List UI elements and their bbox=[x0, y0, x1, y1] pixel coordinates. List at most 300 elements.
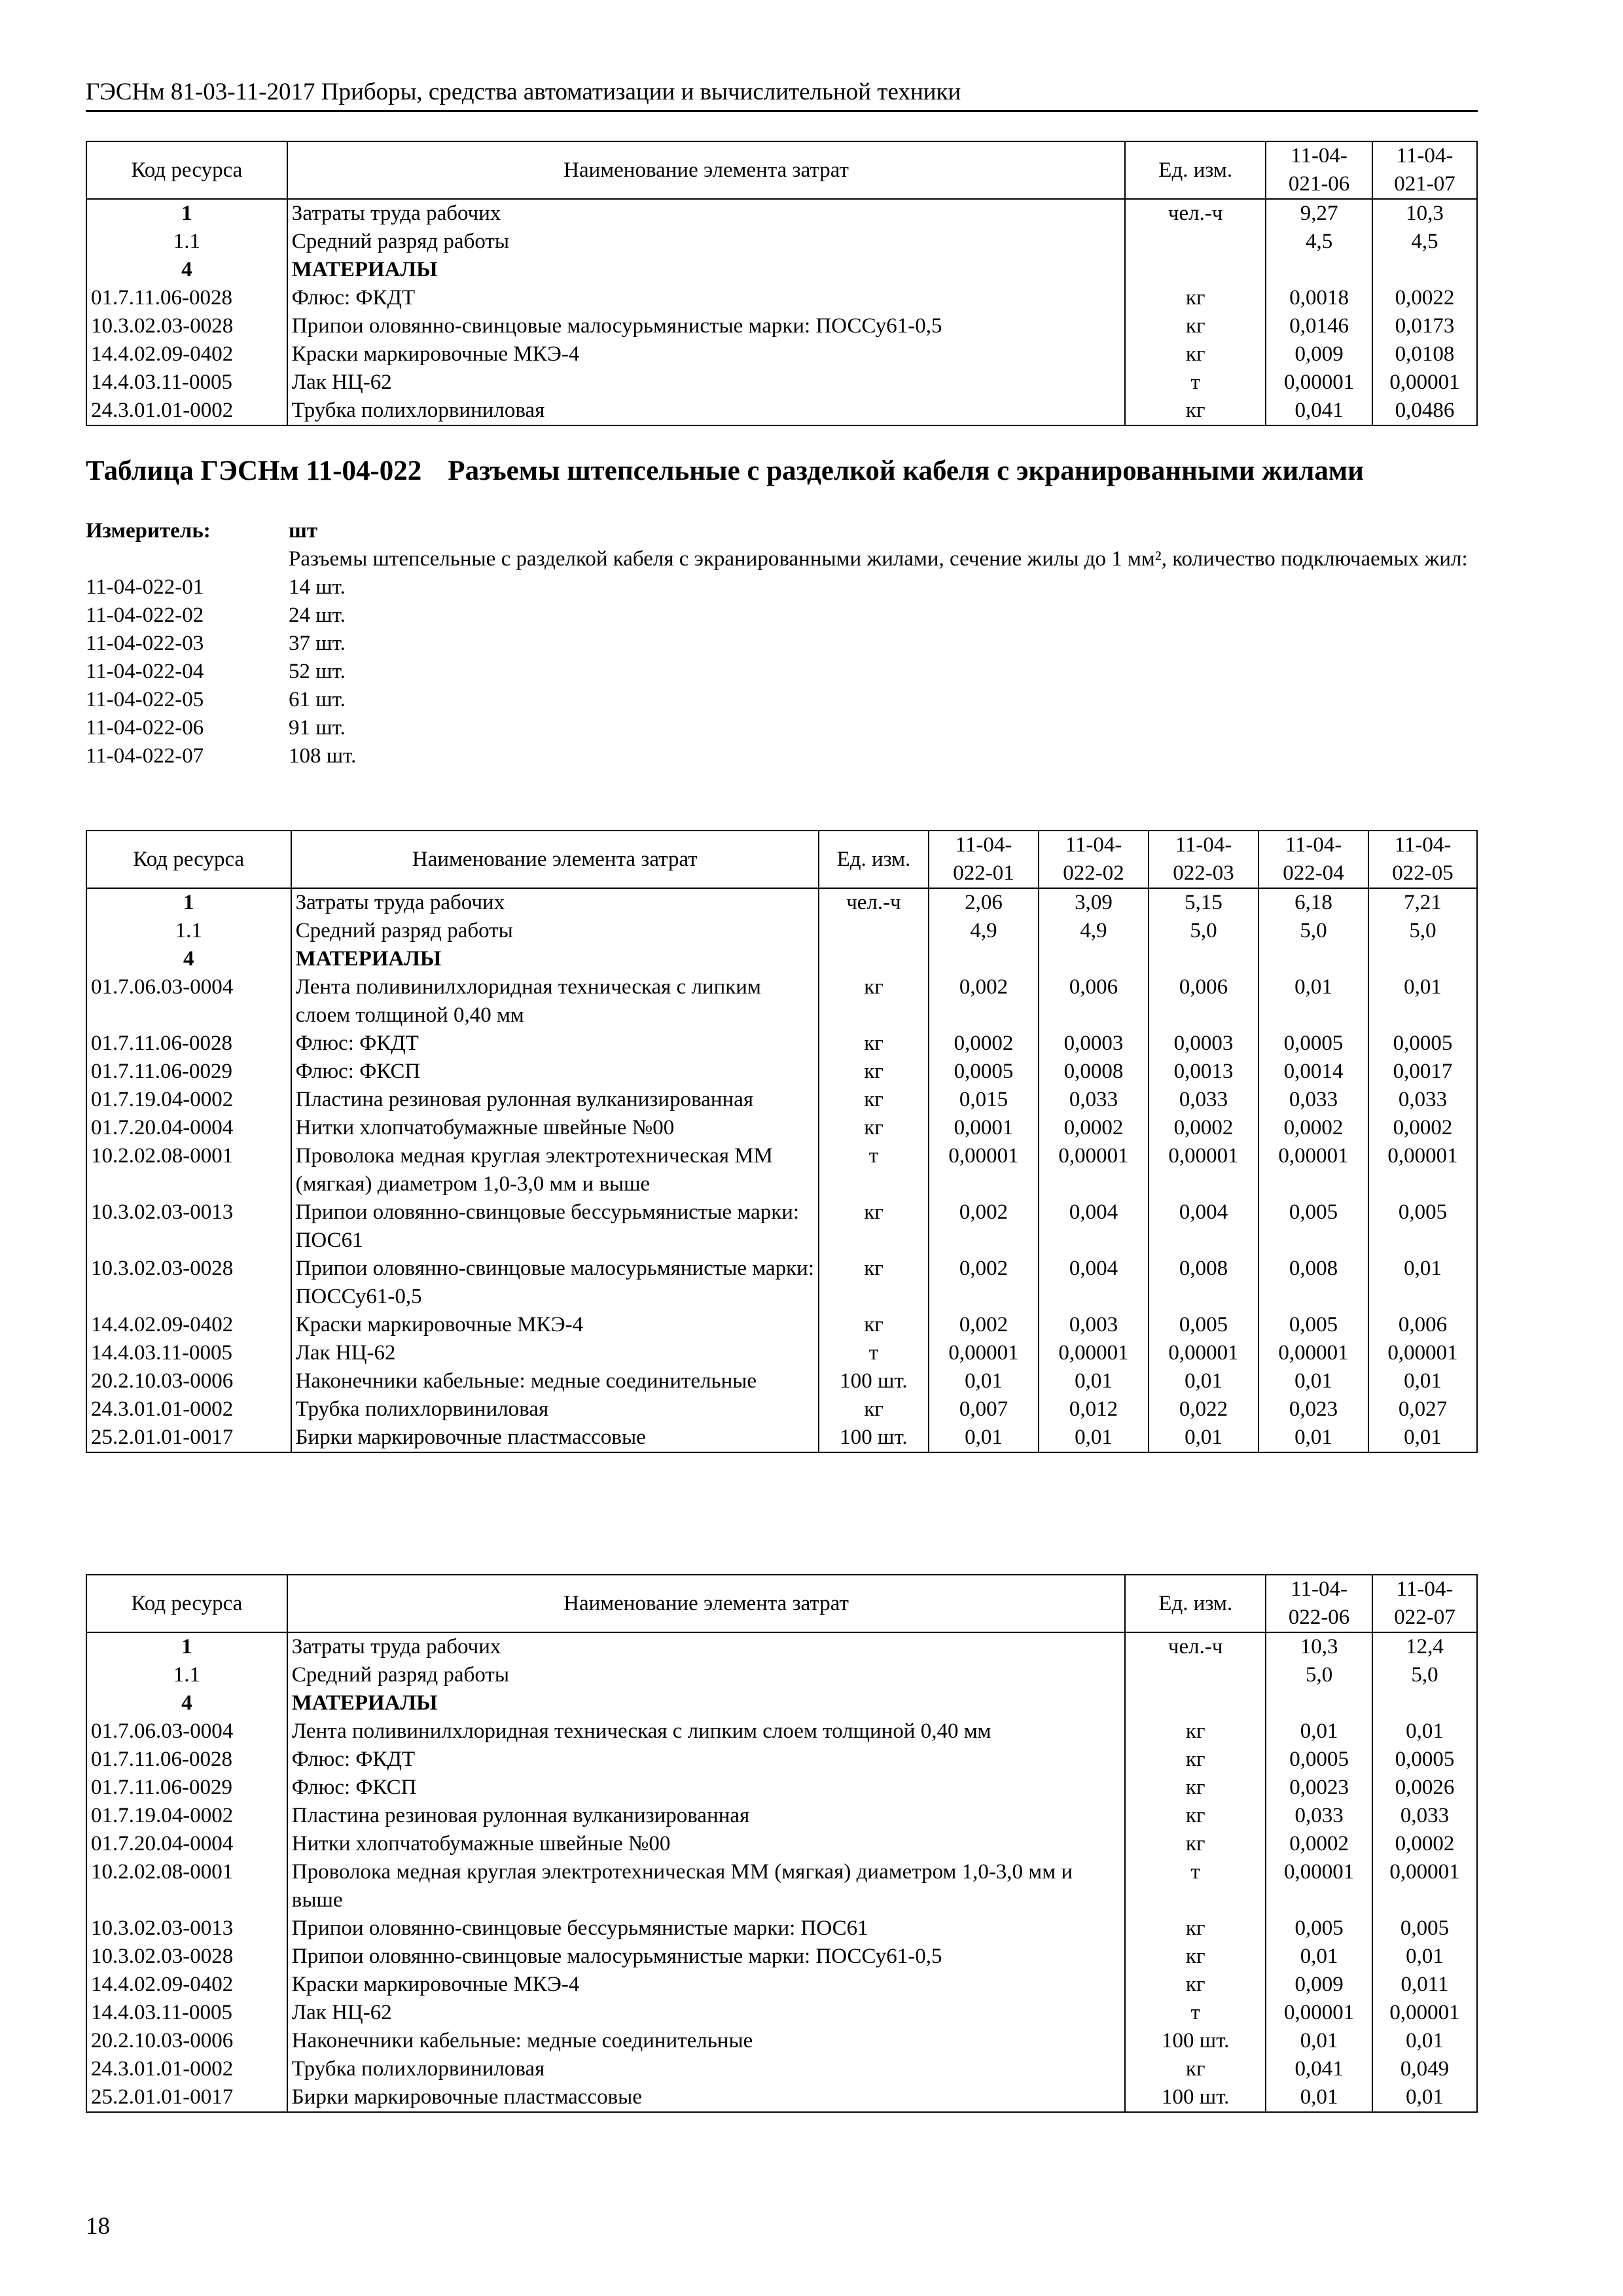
resource-code-cell: 1 bbox=[86, 1632, 287, 1661]
resource-code-cell: 14.4.02.09-0402 bbox=[86, 1311, 291, 1339]
table-header-cell: Ед. изм. bbox=[1125, 141, 1266, 199]
measure-item bbox=[86, 742, 1480, 770]
value-cell: 0,005 bbox=[1372, 1914, 1477, 1943]
table-row bbox=[86, 228, 1477, 256]
unit-cell bbox=[819, 945, 929, 973]
unit-cell: кг bbox=[1125, 1802, 1266, 1830]
resource-name-cell: Нитки хлопчатобумажные швейные №00 bbox=[287, 1830, 1126, 1858]
unit-cell: чел.-ч bbox=[1125, 199, 1266, 228]
resource-name-cell: Припои оловянно-свинцовые малосурьмянистые марки: ПОССу61-0,5 bbox=[291, 1255, 819, 1311]
value-cell: 0,00001 bbox=[1258, 1339, 1368, 1367]
table-header-cell: Код ресурса bbox=[86, 141, 287, 199]
unit-cell: кг bbox=[1125, 1774, 1266, 1802]
value-cell: 0,009 bbox=[1266, 340, 1372, 368]
resource-name-cell: Флюс: ФКДТ bbox=[287, 284, 1126, 312]
resource-code-cell: 25.2.01.01-0017 bbox=[86, 1424, 291, 1452]
value-cell: 0,011 bbox=[1372, 1971, 1477, 1999]
resource-name-cell: Проволока медная круглая электротехническая ММ (мягкая) диаметром 1,0-3,0 мм и выше bbox=[291, 1142, 819, 1198]
value-cell: 0,01 bbox=[1258, 973, 1368, 1030]
value-cell: 0,0001 bbox=[929, 1114, 1039, 1142]
value-cell: 0,022 bbox=[1149, 1395, 1258, 1424]
value-cell: 4,9 bbox=[1039, 917, 1149, 945]
resource-name-cell: Затраты труда рабочих bbox=[287, 199, 1126, 228]
table-row bbox=[86, 1632, 1477, 1661]
table-row bbox=[86, 1943, 1477, 1971]
unit-cell: чел.-ч bbox=[1125, 1632, 1266, 1661]
resource-code-cell: 4 bbox=[86, 1689, 287, 1717]
resource-name-cell: Средний разряд работы bbox=[291, 917, 819, 945]
value-cell: 12,4 bbox=[1372, 1632, 1477, 1661]
unit-cell: кг bbox=[819, 1030, 929, 1058]
resource-code-cell: 4 bbox=[86, 945, 291, 973]
value-cell: 0,005 bbox=[1258, 1311, 1368, 1339]
resource-name-cell: Наконечники кабельные: медные соединительные bbox=[287, 2027, 1126, 2055]
resource-code-cell: 01.7.06.03-0004 bbox=[86, 973, 291, 1030]
measure-label: Измеритель: bbox=[86, 519, 211, 543]
resource-code-cell: 10.2.02.08-0001 bbox=[86, 1858, 287, 1914]
table-header-row bbox=[86, 831, 1477, 888]
table-header-cell: 11-04- 022-05 bbox=[1368, 831, 1477, 888]
resource-code-cell: 24.3.01.01-0002 bbox=[86, 397, 287, 425]
table-title bbox=[86, 455, 1364, 487]
resource-code-cell: 01.7.11.06-0028 bbox=[86, 284, 287, 312]
table-title-name: Разъемы штепсельные с разделкой кабеля с экранированными жилами bbox=[448, 456, 1364, 486]
value-cell: 0,008 bbox=[1149, 1255, 1258, 1311]
resource-code-cell: 01.7.11.06-0028 bbox=[86, 1746, 287, 1774]
unit-cell: кг bbox=[1125, 1914, 1266, 1943]
resource-code-cell: 1 bbox=[86, 199, 287, 228]
page-header: ГЭСНм 81-03-11-2017 Приборы, средства автоматизации и вычислительной техники bbox=[86, 77, 1478, 112]
value-cell: 0,005 bbox=[1149, 1311, 1258, 1339]
unit-cell: кг bbox=[819, 973, 929, 1030]
measure-item bbox=[86, 630, 1480, 658]
resource-name-cell: Припои оловянно-свинцовые малосурьмянистые марки: ПОССу61-0,5 bbox=[287, 1943, 1126, 1971]
table-header-cell: 11-04- 022-07 bbox=[1372, 1575, 1477, 1632]
table-row bbox=[86, 1030, 1477, 1058]
resource-code-cell: 01.7.06.03-0004 bbox=[86, 1717, 287, 1746]
value-cell bbox=[1266, 1689, 1372, 1717]
value-cell: 0,002 bbox=[929, 973, 1039, 1030]
value-cell: 0,015 bbox=[929, 1086, 1039, 1114]
value-cell: 0,004 bbox=[1039, 1198, 1149, 1255]
unit-cell: 100 шт. bbox=[1125, 2083, 1266, 2112]
resource-code-cell: 01.7.20.04-0004 bbox=[86, 1114, 291, 1142]
value-cell: 0,023 bbox=[1258, 1395, 1368, 1424]
value-cell: 0,033 bbox=[1149, 1086, 1258, 1114]
resource-code-cell: 14.4.02.09-0402 bbox=[86, 340, 287, 368]
measure-unit: шт bbox=[289, 519, 318, 543]
measure-item-code: 11-04-022-03 bbox=[86, 632, 204, 655]
resource-name-cell: Флюс: ФКСП bbox=[291, 1058, 819, 1086]
table-row bbox=[86, 2083, 1477, 2112]
value-cell: 0,0002 bbox=[929, 1030, 1039, 1058]
table-header-cell: Код ресурса bbox=[86, 1575, 287, 1632]
value-cell: 0,007 bbox=[929, 1395, 1039, 1424]
value-cell: 0,0146 bbox=[1266, 312, 1372, 340]
value-cell bbox=[1039, 945, 1149, 973]
resource-code-cell: 01.7.20.04-0004 bbox=[86, 1830, 287, 1858]
resource-code-cell: 01.7.19.04-0002 bbox=[86, 1086, 291, 1114]
value-cell: 0,00001 bbox=[1266, 1999, 1372, 2027]
table-row bbox=[86, 888, 1477, 917]
value-cell: 0,006 bbox=[1039, 973, 1149, 1030]
table-header-cell: 11-04- 022-01 bbox=[929, 831, 1039, 888]
unit-cell: кг bbox=[819, 1311, 929, 1339]
table-row bbox=[86, 368, 1477, 397]
value-cell: 0,00001 bbox=[1149, 1142, 1258, 1198]
table-row bbox=[86, 1971, 1477, 1999]
table-row bbox=[86, 256, 1477, 284]
table-header-cell: Наименование элемента затрат bbox=[287, 141, 1126, 199]
table-row bbox=[86, 1367, 1477, 1395]
table-header-cell: Код ресурса bbox=[86, 831, 291, 888]
table-row bbox=[86, 1339, 1477, 1367]
value-cell: 0,00001 bbox=[1372, 368, 1477, 397]
value-cell: 0,0005 bbox=[929, 1058, 1039, 1086]
measure-block bbox=[86, 517, 1480, 770]
measure-item-code: 11-04-022-06 bbox=[86, 716, 204, 740]
resource-name-cell: Пластина резиновая рулонная вулканизированная bbox=[287, 1802, 1126, 1830]
value-cell: 5,0 bbox=[1372, 1661, 1477, 1689]
table-row bbox=[86, 1255, 1477, 1311]
unit-cell: т bbox=[1125, 1858, 1266, 1914]
value-cell: 0,01 bbox=[929, 1367, 1039, 1395]
resource-name-cell: Краски маркировочные МКЭ-4 bbox=[291, 1311, 819, 1339]
unit-cell: кг bbox=[819, 1395, 929, 1424]
value-cell: 0,00001 bbox=[1266, 368, 1372, 397]
value-cell: 0,0008 bbox=[1039, 1058, 1149, 1086]
table-title-code: Таблица ГЭСНм 11-04-022 bbox=[86, 456, 422, 486]
value-cell: 0,01 bbox=[1368, 1255, 1477, 1311]
unit-cell: кг bbox=[819, 1198, 929, 1255]
value-cell: 0,0173 bbox=[1372, 312, 1477, 340]
value-cell: 0,0023 bbox=[1266, 1774, 1372, 1802]
value-cell: 0,004 bbox=[1149, 1198, 1258, 1255]
resource-name-cell: Нитки хлопчатобумажные швейные №00 bbox=[291, 1114, 819, 1142]
unit-cell: кг bbox=[819, 1086, 929, 1114]
table-row bbox=[86, 1858, 1477, 1914]
measure-item-value: 24 шт. bbox=[289, 603, 346, 627]
value-cell: 0,0013 bbox=[1149, 1058, 1258, 1086]
table-row bbox=[86, 1774, 1477, 1802]
measure-item-code: 11-04-022-01 bbox=[86, 575, 204, 599]
value-cell: 0,01 bbox=[1266, 2083, 1372, 2112]
value-cell: 0,041 bbox=[1266, 397, 1372, 425]
value-cell bbox=[1368, 945, 1477, 973]
value-cell: 4,5 bbox=[1266, 228, 1372, 256]
value-cell: 2,06 bbox=[929, 888, 1039, 917]
value-cell: 0,01 bbox=[1372, 2027, 1477, 2055]
table-row bbox=[86, 1746, 1477, 1774]
value-cell: 0,00001 bbox=[1039, 1339, 1149, 1367]
table-row bbox=[86, 1830, 1477, 1858]
resource-code-cell: 4 bbox=[86, 256, 287, 284]
resource-code-cell: 14.4.03.11-0005 bbox=[86, 368, 287, 397]
value-cell: 9,27 bbox=[1266, 199, 1372, 228]
unit-cell: кг bbox=[1125, 284, 1266, 312]
unit-cell: т bbox=[819, 1142, 929, 1198]
unit-cell: кг bbox=[1125, 1746, 1266, 1774]
resource-name-cell: Лента поливинилхлоридная техническая с липким слоем толщиной 0,40 мм bbox=[287, 1717, 1126, 1746]
resource-code-cell: 01.7.11.06-0029 bbox=[86, 1774, 287, 1802]
table-header-cell: Ед. изм. bbox=[819, 831, 929, 888]
value-cell: 0,004 bbox=[1039, 1255, 1149, 1311]
value-cell: 0,0014 bbox=[1258, 1058, 1368, 1086]
unit-cell: кг bbox=[1125, 1971, 1266, 1999]
value-cell: 5,15 bbox=[1149, 888, 1258, 917]
resource-name-cell: Краски маркировочные МКЭ-4 bbox=[287, 1971, 1126, 1999]
value-cell: 5,0 bbox=[1258, 917, 1368, 945]
resource-name-cell: Флюс: ФКДТ bbox=[287, 1746, 1126, 1774]
measure-item-value: 14 шт. bbox=[289, 575, 346, 599]
measure-item-code: 11-04-022-04 bbox=[86, 660, 204, 683]
value-cell bbox=[1372, 256, 1477, 284]
unit-cell: кг bbox=[819, 1255, 929, 1311]
value-cell: 0,00001 bbox=[1368, 1142, 1477, 1198]
value-cell: 0,01 bbox=[1258, 1424, 1368, 1452]
value-cell: 0,009 bbox=[1266, 1971, 1372, 1999]
table-row bbox=[86, 2027, 1477, 2055]
resource-name-cell: Лак НЦ-62 bbox=[291, 1339, 819, 1367]
table-row bbox=[86, 312, 1477, 340]
value-cell: 5,0 bbox=[1266, 1661, 1372, 1689]
resource-code-cell: 1.1 bbox=[86, 917, 291, 945]
resource-code-cell: 10.2.02.08-0001 bbox=[86, 1142, 291, 1198]
resource-code-cell: 1 bbox=[86, 888, 291, 917]
value-cell: 0,0022 bbox=[1372, 284, 1477, 312]
measure-item-value: 91 шт. bbox=[289, 716, 346, 740]
resource-name-cell: МАТЕРИАЛЫ bbox=[291, 945, 819, 973]
resource-code-cell: 20.2.10.03-0006 bbox=[86, 2027, 287, 2055]
table-header-cell: Ед. изм. bbox=[1125, 1575, 1266, 1632]
resource-table-022-a bbox=[86, 830, 1478, 1453]
resource-name-cell: Трубка полихлорвиниловая bbox=[291, 1395, 819, 1424]
value-cell: 0,01 bbox=[1149, 1367, 1258, 1395]
unit-cell: кг bbox=[819, 1058, 929, 1086]
value-cell: 0,008 bbox=[1258, 1255, 1368, 1311]
value-cell: 0,049 bbox=[1372, 2055, 1477, 2083]
resource-name-cell: Средний разряд работы bbox=[287, 1661, 1126, 1689]
table-row bbox=[86, 1424, 1477, 1452]
unit-cell bbox=[1125, 256, 1266, 284]
measure-item-value: 108 шт. bbox=[289, 744, 357, 768]
table-row bbox=[86, 1311, 1477, 1339]
value-cell: 0,01 bbox=[1266, 1943, 1372, 1971]
value-cell: 0,005 bbox=[1266, 1914, 1372, 1943]
resource-name-cell: Наконечники кабельные: медные соединительные bbox=[291, 1367, 819, 1395]
resource-name-cell: Припои оловянно-свинцовые бессурьмянистые марки: ПОС61 bbox=[287, 1914, 1126, 1943]
value-cell: 0,0002 bbox=[1266, 1830, 1372, 1858]
table-row bbox=[86, 1058, 1477, 1086]
table-row bbox=[86, 1661, 1477, 1689]
value-cell: 10,3 bbox=[1372, 199, 1477, 228]
resource-table-021 bbox=[86, 141, 1478, 426]
value-cell: 0,00001 bbox=[1372, 1999, 1477, 2027]
resource-code-cell: 10.3.02.03-0013 bbox=[86, 1198, 291, 1255]
value-cell: 0,01 bbox=[1372, 2083, 1477, 2112]
table-row bbox=[86, 1086, 1477, 1114]
unit-cell: кг bbox=[1125, 1717, 1266, 1746]
value-cell: 0,01 bbox=[1368, 973, 1477, 1030]
resource-code-cell: 24.3.01.01-0002 bbox=[86, 2055, 287, 2083]
table-header-cell: 11-04- 022-03 bbox=[1149, 831, 1258, 888]
value-cell: 4,5 bbox=[1372, 228, 1477, 256]
unit-cell: кг bbox=[1125, 340, 1266, 368]
value-cell bbox=[1149, 945, 1258, 973]
value-cell: 0,041 bbox=[1266, 2055, 1372, 2083]
value-cell: 0,01 bbox=[1372, 1943, 1477, 1971]
value-cell: 0,0005 bbox=[1368, 1030, 1477, 1058]
measure-item bbox=[86, 686, 1480, 714]
value-cell: 0,01 bbox=[1372, 1717, 1477, 1746]
value-cell bbox=[1258, 945, 1368, 973]
unit-cell: кг bbox=[1125, 1830, 1266, 1858]
value-cell: 0,027 bbox=[1368, 1395, 1477, 1424]
value-cell: 0,01 bbox=[1266, 1717, 1372, 1746]
table-row bbox=[86, 340, 1477, 368]
resource-name-cell: Проволока медная круглая электротехническая ММ (мягкая) диаметром 1,0-3,0 мм и выше bbox=[287, 1858, 1126, 1914]
table-header-cell: 11-04- 022-02 bbox=[1039, 831, 1149, 888]
value-cell: 0,033 bbox=[1039, 1086, 1149, 1114]
resource-name-cell: Средний разряд работы bbox=[287, 228, 1126, 256]
value-cell: 0,00001 bbox=[1149, 1339, 1258, 1367]
table-row bbox=[86, 1395, 1477, 1424]
value-cell: 0,01 bbox=[1149, 1424, 1258, 1452]
table-header-cell: Наименование элемента затрат bbox=[287, 1575, 1126, 1632]
value-cell: 0,0005 bbox=[1266, 1746, 1372, 1774]
value-cell bbox=[1266, 256, 1372, 284]
resource-name-cell: Бирки маркировочные пластмассовые bbox=[287, 2083, 1126, 2112]
value-cell: 0,006 bbox=[1368, 1311, 1477, 1339]
value-cell: 0,005 bbox=[1258, 1198, 1368, 1255]
resource-code-cell: 24.3.01.01-0002 bbox=[86, 1395, 291, 1424]
value-cell: 4,9 bbox=[929, 917, 1039, 945]
table-header-cell: 11-04- 022-06 bbox=[1266, 1575, 1372, 1632]
value-cell: 0,033 bbox=[1372, 1802, 1477, 1830]
resource-code-cell: 10.3.02.03-0028 bbox=[86, 312, 287, 340]
value-cell: 0,0018 bbox=[1266, 284, 1372, 312]
value-cell: 0,006 bbox=[1149, 973, 1258, 1030]
value-cell: 0,002 bbox=[929, 1311, 1039, 1339]
unit-cell: т bbox=[819, 1339, 929, 1367]
measure-item bbox=[86, 658, 1480, 686]
value-cell: 0,033 bbox=[1266, 1802, 1372, 1830]
value-cell: 0,01 bbox=[929, 1424, 1039, 1452]
resource-name-cell: Пластина резиновая рулонная вулканизированная bbox=[291, 1086, 819, 1114]
value-cell: 0,01 bbox=[1266, 2027, 1372, 2055]
value-cell: 0,0486 bbox=[1372, 397, 1477, 425]
unit-cell: т bbox=[1125, 1999, 1266, 2027]
table-row bbox=[86, 2055, 1477, 2083]
unit-cell: 100 шт. bbox=[819, 1367, 929, 1395]
resource-code-cell: 1.1 bbox=[86, 1661, 287, 1689]
table-row bbox=[86, 1142, 1477, 1198]
measure-item-code: 11-04-022-05 bbox=[86, 688, 204, 711]
resource-code-cell: 1.1 bbox=[86, 228, 287, 256]
unit-cell bbox=[1125, 1689, 1266, 1717]
resource-table-022-b bbox=[86, 1574, 1478, 2113]
value-cell: 0,0002 bbox=[1372, 1830, 1477, 1858]
table-header-cell: Наименование элемента затрат bbox=[291, 831, 819, 888]
unit-cell: чел.-ч bbox=[819, 888, 929, 917]
value-cell bbox=[1372, 1689, 1477, 1717]
unit-cell: кг bbox=[1125, 2055, 1266, 2083]
measure-item-code: 11-04-022-02 bbox=[86, 603, 204, 627]
value-cell: 0,0017 bbox=[1368, 1058, 1477, 1086]
resource-name-cell: Лак НЦ-62 bbox=[287, 1999, 1126, 2027]
table-header-cell: 11-04- 022-04 bbox=[1258, 831, 1368, 888]
table-row bbox=[86, 1198, 1477, 1255]
table-header-cell: 11-04- 021-06 bbox=[1266, 141, 1372, 199]
resource-name-cell: Трубка полихлорвиниловая bbox=[287, 397, 1126, 425]
resource-code-cell: 01.7.11.06-0028 bbox=[86, 1030, 291, 1058]
resource-code-cell: 10.3.02.03-0013 bbox=[86, 1914, 287, 1943]
table-row bbox=[86, 1802, 1477, 1830]
table-row bbox=[86, 1914, 1477, 1943]
value-cell: 3,09 bbox=[1039, 888, 1149, 917]
value-cell: 0,0002 bbox=[1039, 1114, 1149, 1142]
value-cell: 0,0005 bbox=[1372, 1746, 1477, 1774]
table-row bbox=[86, 917, 1477, 945]
measure-item-value: 61 шт. bbox=[289, 688, 346, 711]
measure-description: Разъемы штепсельные с разделкой кабеля с экранированными жилами, сечение жилы до 1 мм², количество подключаемых жил: bbox=[289, 547, 1468, 571]
value-cell: 0,00001 bbox=[929, 1142, 1039, 1198]
value-cell: 5,0 bbox=[1368, 917, 1477, 945]
resource-code-cell: 25.2.01.01-0017 bbox=[86, 2083, 287, 2112]
resource-name-cell: Припои оловянно-свинцовые малосурьмянистые марки: ПОССу61-0,5 bbox=[287, 312, 1126, 340]
table-row bbox=[86, 199, 1477, 228]
resource-code-cell: 14.4.03.11-0005 bbox=[86, 1339, 291, 1367]
resource-code-cell: 10.3.02.03-0028 bbox=[86, 1943, 287, 1971]
value-cell: 0,033 bbox=[1368, 1086, 1477, 1114]
unit-cell: кг bbox=[1125, 1943, 1266, 1971]
unit-cell: 100 шт. bbox=[819, 1424, 929, 1452]
value-cell: 0,003 bbox=[1039, 1311, 1149, 1339]
table-header-cell: 11-04- 021-07 bbox=[1372, 141, 1477, 199]
unit-cell bbox=[1125, 228, 1266, 256]
value-cell: 0,0002 bbox=[1258, 1114, 1368, 1142]
value-cell: 0,0002 bbox=[1149, 1114, 1258, 1142]
unit-cell: 100 шт. bbox=[1125, 2027, 1266, 2055]
value-cell: 0,0003 bbox=[1039, 1030, 1149, 1058]
value-cell: 6,18 bbox=[1258, 888, 1368, 917]
value-cell: 0,00001 bbox=[929, 1339, 1039, 1367]
value-cell: 5,0 bbox=[1149, 917, 1258, 945]
resource-name-cell: Бирки маркировочные пластмассовые bbox=[291, 1424, 819, 1452]
value-cell: 0,00001 bbox=[1372, 1858, 1477, 1914]
value-cell: 0,00001 bbox=[1039, 1142, 1149, 1198]
value-cell: 0,01 bbox=[1039, 1424, 1149, 1452]
table-row bbox=[86, 1717, 1477, 1746]
measure-item bbox=[86, 714, 1480, 742]
value-cell: 0,0003 bbox=[1149, 1030, 1258, 1058]
resource-code-cell: 14.4.03.11-0005 bbox=[86, 1999, 287, 2027]
table-header-row bbox=[86, 1575, 1477, 1632]
value-cell: 0,01 bbox=[1258, 1367, 1368, 1395]
resource-name-cell: Флюс: ФКДТ bbox=[291, 1030, 819, 1058]
resource-name-cell: МАТЕРИАЛЫ bbox=[287, 1689, 1126, 1717]
value-cell: 0,01 bbox=[1039, 1367, 1149, 1395]
resource-name-cell: Припои оловянно-свинцовые бессурьмянистые марки: ПОС61 bbox=[291, 1198, 819, 1255]
value-cell: 0,0026 bbox=[1372, 1774, 1477, 1802]
table-row bbox=[86, 1114, 1477, 1142]
value-cell: 0,00001 bbox=[1368, 1339, 1477, 1367]
resource-name-cell: Лента поливинилхлоридная техническая с липким слоем толщиной 0,40 мм bbox=[291, 973, 819, 1030]
unit-cell: кг bbox=[1125, 397, 1266, 425]
resource-code-cell: 14.4.02.09-0402 bbox=[86, 1971, 287, 1999]
value-cell: 0,002 bbox=[929, 1198, 1039, 1255]
unit-cell: кг bbox=[819, 1114, 929, 1142]
